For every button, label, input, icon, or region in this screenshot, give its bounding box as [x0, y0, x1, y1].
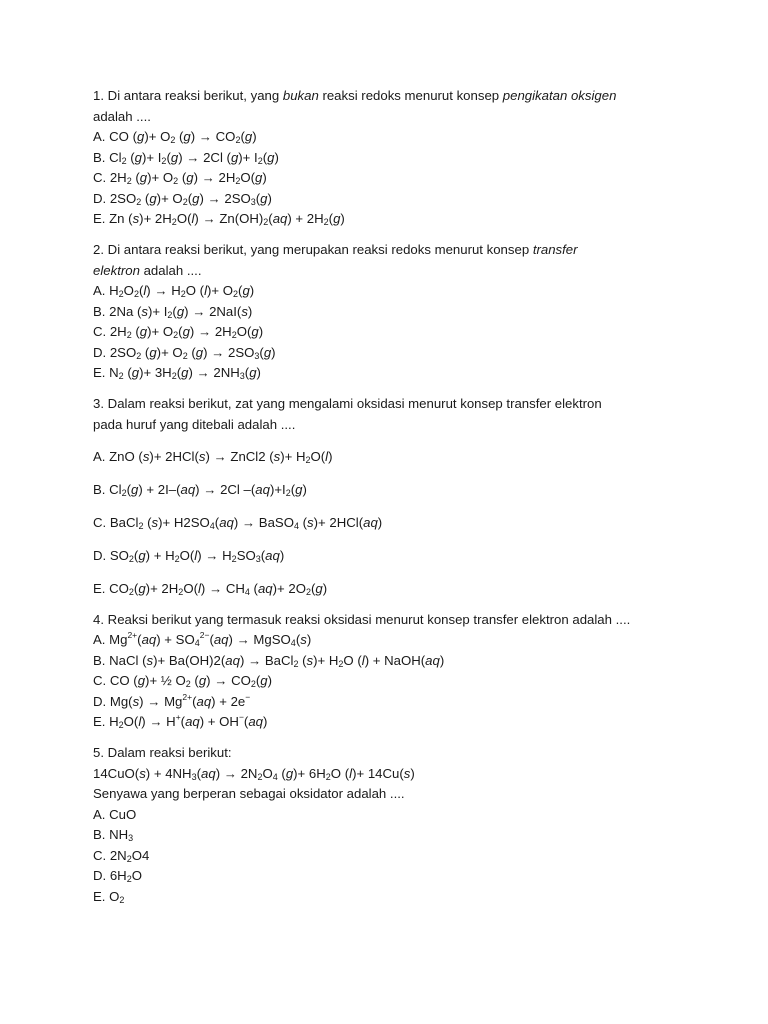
option-b: B. $Cl_2$ $(g)+ I_2(g) \to 2Cl$ $(g)+ I_2(g)$: [93, 149, 279, 166]
option-d: D. $Mg(s) \to Mg^{2+}(aq) + 2e^-$: [93, 691, 251, 709]
option-a: A. CuO: [93, 806, 137, 822]
question-3: [93, 394, 708, 599]
question-text: Dalam reaksi berikut, zat yang mengalami oksidasi menurut konsep transfer elektron: [107, 396, 602, 411]
option-c: C. $2H_2$ $(g)+ O_2$ $(g) \to 2H_2O(g)$: [93, 170, 267, 186]
option-b: B. $Cl_2(g) + 2I-(aq) \to 2Cl$ $-(aq)+I_2(g)$: [93, 482, 307, 499]
question-5-reaction: $14CuO(s) + 4NH_3(aq) \to 2N_2O_4$ $(g)+ 6H_2O$ (l)+ 14Cu(s): [93, 765, 415, 782]
question-text: Reaksi berikut yang termasuk reaksi oksidasi menurut konsep transfer elektron adalah ....: [107, 611, 631, 627]
option-a: A. ZnO (s)+ 2HCl(s) → ZnCl2 $(s)+ H_2O(l)$: [93, 449, 333, 466]
question-1-stem-continued: adalah ....: [93, 108, 151, 124]
option-a: A. $H_2O_2(l) \to H_2O$ $(l)+ O_2(g)$: [93, 283, 255, 299]
question-4: [93, 610, 708, 733]
option-e: E. Zn $(s)+ 2H_2O(l) \to Zn(OH)_2(aq) + 2H_2(g)$: [93, 211, 345, 227]
option-c: C. CO (g)+ ½ $O_2$ $(g) \to CO_2(g)$: [93, 673, 273, 690]
option-d: D. $6H_2O$: [93, 868, 142, 885]
question-number: 2.: [93, 242, 104, 257]
question-number: 5.: [93, 745, 104, 761]
option-a: A. CO $(g)+ O_2$ $(g) \to CO_2(g)$: [93, 129, 257, 145]
question-5-stem: [93, 743, 708, 764]
option-b: B. 2Na $(s)+ I_2(g) \to 2NaI(s)$: [93, 303, 253, 320]
option-d: D. $2SO_2$ $(g)+ O_2(g) \to 2SO_3(g)$: [93, 190, 272, 207]
question-1: [93, 86, 708, 230]
question-1-stem: [93, 86, 708, 107]
option-e: E. $O_2$: [93, 888, 125, 905]
question-number: 3.: [93, 396, 104, 411]
question-4-stem: [93, 610, 708, 631]
question-5: [93, 743, 708, 907]
question-5-stem-continued: Senyawa yang berperan sebagai oksidator adalah ....: [93, 786, 405, 802]
question-text: Dalam reaksi berikut:: [107, 745, 232, 761]
option-b: B. NaCl (s)+ Ba(OH)2(aq) → BaCl$_2$ $(s)+ H_2O$ (l) + NaOH(aq): [93, 652, 445, 669]
question-number: 4.: [93, 611, 104, 627]
question-2-stem-continued: elektron adalah ....: [93, 262, 202, 278]
question-3-stem-continued: pada huruf yang ditebali adalah ....: [93, 416, 296, 432]
option-e: E. $H_2O(l) \to H^+(aq) + OH^-(aq)$: [93, 712, 268, 731]
option-b: B. $NH_3$: [93, 827, 134, 844]
option-c: C. $2N_2O4$: [93, 847, 150, 864]
question-2: [93, 240, 708, 384]
question-text: Di antara reaksi berikut, yang merupakan reaksi redoks menurut konsep transfer: [107, 242, 578, 257]
option-d: D. $SO_2(g) + H_2O(l) \to H_2SO_3(aq)$: [93, 548, 285, 565]
option-e: E. $N_2$ $(g)+ 3H_2(g) \to 2NH_3(g)$: [93, 365, 261, 381]
option-e: E. $CO_2(g)+ 2H_2O(l) \to CH_4$ $(aq)+ 2O_2(g)$: [93, 580, 328, 597]
question-3-stem: [93, 394, 708, 415]
question-2-stem: [93, 240, 708, 261]
option-c: C. BaCl$_2$ $(s)+ H2SO_4(aq)$ → BaSO$_4$ (s)+ 2HCl(aq): [93, 515, 383, 532]
option-c: C. $2H_2$ $(g)+ O_2(g) \to 2H_2O(g)$: [93, 324, 264, 340]
option-d: D. $2SO_2$ $(g)+ O_2$ $(g) \to 2SO_3(g)$: [93, 344, 276, 361]
question-text: Di antara reaksi berikut, yang bukan reaksi redoks menurut konsep pengikatan oksigen: [107, 88, 617, 103]
option-a: A. $Mg^{2+}(aq) + SO_4^{2-}(aq)$ → MgSO$_4$(s): [93, 630, 312, 649]
question-number: 1.: [93, 88, 104, 103]
